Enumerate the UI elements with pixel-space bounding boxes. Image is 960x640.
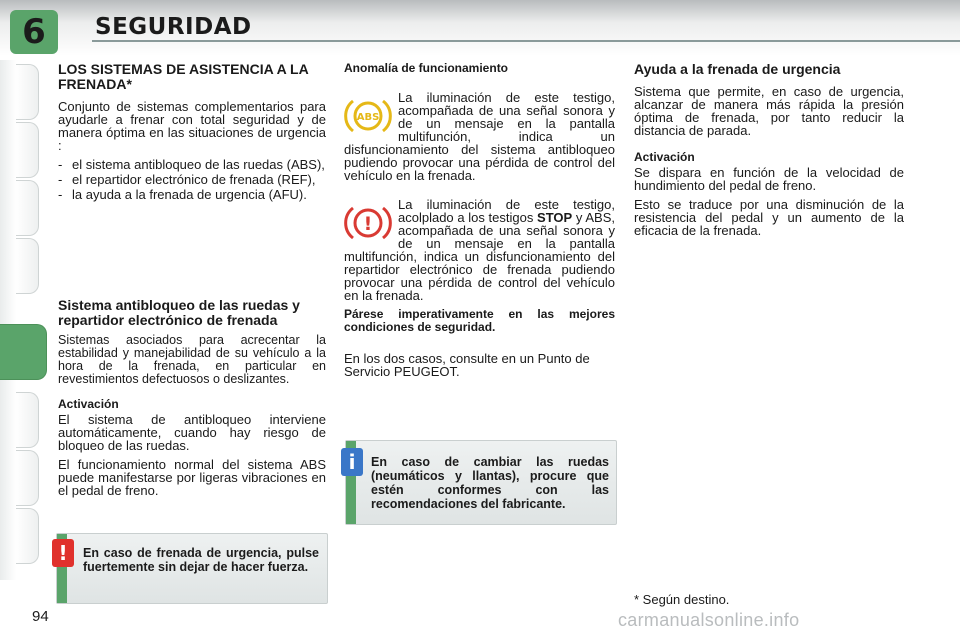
brake-lamp-label: ! [363, 213, 373, 235]
page-number: 94 [32, 608, 49, 625]
activation-text-1: El sistema de antibloqueo interviene automáticamente, cuando hay riesgo de bloqueo de las ruedas. [58, 412, 326, 453]
chapter-tab-4[interactable] [16, 238, 39, 294]
chapter-tab-3[interactable] [16, 180, 39, 236]
abs-lamp-label: ABS [356, 112, 380, 123]
anomaly-title: Anomalía de funcionamiento [344, 61, 509, 75]
info-icon: i [341, 448, 363, 476]
footnote: * Según destino. [634, 592, 730, 607]
header-rule [92, 40, 960, 42]
info-box [345, 440, 617, 525]
consult-text: En los dos casos, consulte en un Punto de Servicio PEUGEOT. [344, 351, 590, 379]
brake-warning-lamp-icon [344, 202, 392, 244]
chapter-tab-8[interactable] [16, 450, 39, 506]
stop-notice: Párese imperativamente en las mejores condiciones de seguridad. [344, 307, 615, 334]
chapter-tab-7[interactable] [16, 392, 39, 448]
info-text: En caso de cambiar las ruedas (neumáticos y llantas), procure que estén conformes con las recomendaciones del fabricante. [371, 455, 609, 511]
right-column [634, 62, 904, 243]
afu-title: Ayuda a la frenada de urgencia [634, 61, 841, 77]
warning-icon: ! [52, 539, 74, 567]
watermark: carmanualsonline.info [618, 610, 800, 630]
abs-warning-lamp-icon [344, 95, 392, 137]
page-title: SEGURIDAD [95, 14, 252, 40]
systems-list [58, 158, 326, 201]
warning-box [56, 533, 328, 604]
afu-activation-text-1: Se dispara en función de la velocidad de hundimiento del pedal de freno. [634, 165, 904, 193]
list-item: - el sistema antibloqueo de las ruedas (ABS), [58, 158, 326, 171]
chapter-tab-2[interactable] [16, 122, 39, 178]
abs-anomaly-text: La iluminación de este testigo, acompañada de una señal sonora y de un mensaje en la pantalla multifunción, indica un disfuncionamiento del sistema antibloqueo pudiendo provocar una pérdida de control del vehículo en la frenada. [344, 90, 615, 183]
afu-activation-text-2: Esto se traduce por una disminución de la resistencia del pedal y un aumento de la eficacia de la frenada. [634, 197, 904, 238]
abs-section [58, 298, 326, 503]
warning-text: En caso de frenada de urgencia, pulse fuertemente sin dejar de hacer fuerza. [83, 546, 319, 574]
activation-text-2: El funcionamiento normal del sistema ABS puede manifestarse por ligeras vibraciones en el pedal de freno. [58, 457, 326, 498]
afu-activation-label: Activación [634, 150, 695, 164]
activation-label: Activación [58, 397, 119, 411]
list-item: - la ayuda a la frenada de urgencia (AFU). [58, 188, 326, 201]
chapter-tab-1[interactable] [16, 64, 39, 120]
afu-intro: Sistema que permite, en caso de urgencia, alcanzar de manera más rápida la presión óptima de frenada, por tanto reducir la distancia de parada. [634, 84, 904, 138]
list-item: - el repartidor electrónico de frenada (REF), [58, 173, 326, 186]
chapter-tabs [0, 62, 40, 582]
chapter-tab-9[interactable] [16, 508, 39, 564]
abs-title: Sistema antibloqueo de las ruedas y repartidor electrónico de frenada [58, 297, 300, 328]
chapter-tab-6-active[interactable] [0, 324, 47, 380]
chapter-number: 6 [22, 12, 46, 52]
intro-text: Conjunto de sistemas complementarios para ayudarle a frenar con total seguridad y de manera óptima en las situaciones de urgencia : [58, 99, 326, 153]
brake-anomaly-text: La iluminación de este testigo, acolplado a los testigos STOP y ABS, acompañada de una señal sonora y de un mensaje en la pantalla multifunción, indica un disfuncionamiento del repartidor electrónico de frenada pudiendo provocar una pérdida de control del vehículo en la frenada. [344, 197, 615, 303]
middle-column [344, 62, 615, 384]
chapter-tab [10, 10, 58, 54]
left-column [58, 62, 326, 203]
stop-keyword: STOP [537, 210, 573, 225]
section-title: LOS SISTEMAS DE ASISTENCIA A LA FRENADA* [58, 61, 309, 92]
abs-text: Sistemas asociados para acrecentar la estabilidad y manejabilidad de su vehículo a la hora de la frenada, en particular en revestimientos defectuosos o deslizantes. [58, 333, 326, 386]
